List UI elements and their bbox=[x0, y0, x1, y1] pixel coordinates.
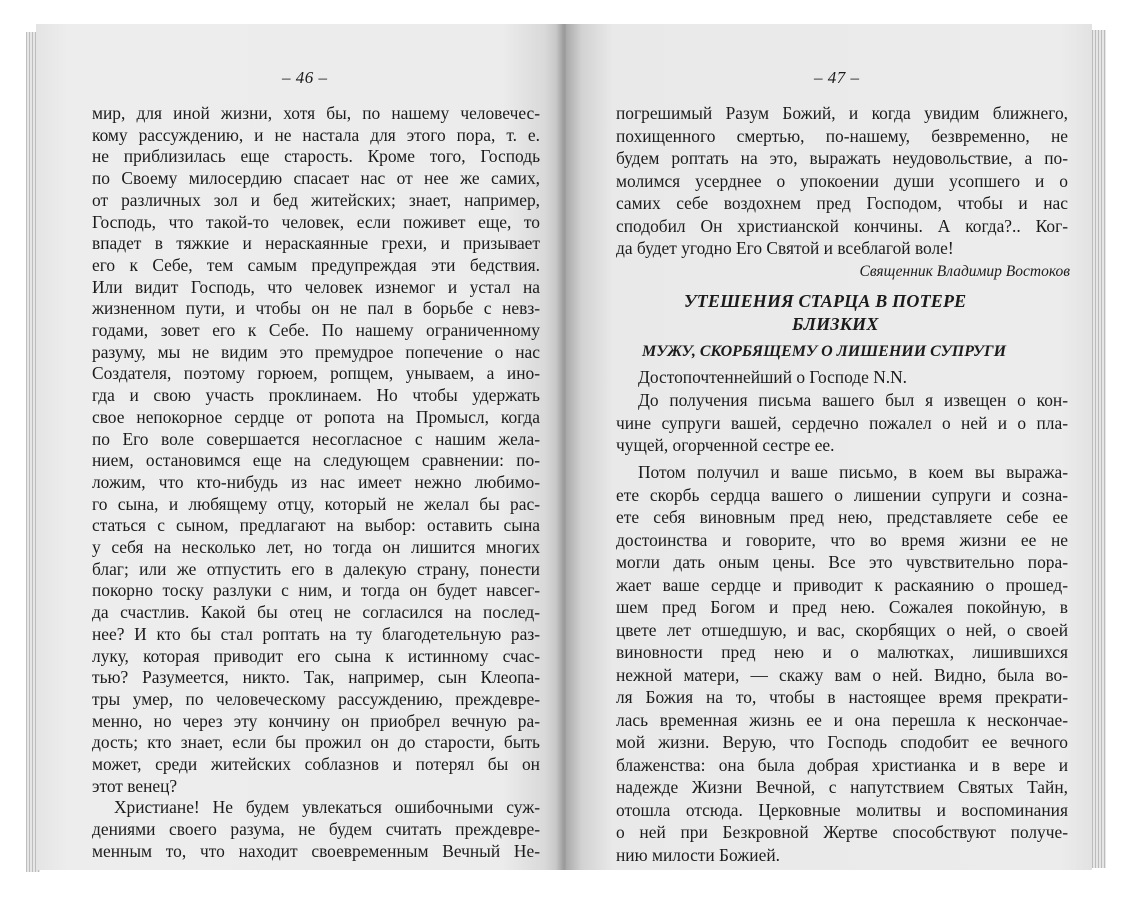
text-line: благ; или же отпустить его в далекую страну, понести bbox=[92, 558, 540, 579]
text-line: ля Божия на то, чтобы в настоящее время прекрати- bbox=[616, 687, 1068, 707]
text-line: могли дать оным цены. Все это чувствительно пора- bbox=[616, 552, 1068, 572]
text-line: жает ваше сердце и приводит к раскаянию о прошед- bbox=[616, 574, 1068, 595]
text-line: кому рассуждению, и не настала для этого пора, т. е. bbox=[92, 124, 540, 145]
text-line: будем роптать на это, выражать неудовольствие, а по- bbox=[616, 148, 1068, 168]
text-line: шем пред Богом и пред нею. Сожалея покойную, в bbox=[616, 597, 1068, 617]
text-line: луку, которая приводит его сына к истинному счас- bbox=[92, 645, 540, 666]
text-line: нию милости Божией. bbox=[616, 844, 780, 865]
text-line: по Его воле совершается несогласное с нашим жела- bbox=[92, 428, 540, 449]
text-line: сподобил Он христианской кончины. А когда?.. Ког- bbox=[616, 215, 1068, 236]
text-line: молимся усерднее о упокоении души усопшего и о bbox=[616, 170, 1068, 191]
text-line: по Своему милосердию спасает нас от нее же самих, bbox=[92, 168, 540, 189]
text-line: да счастлив. Какой бы отец не согласился на послед- bbox=[92, 602, 540, 623]
text-line: нежной матери, — скажу вам о ней. Видно, была во- bbox=[616, 664, 1068, 685]
text-line: разуму, мы не видим это премудрое попечение о нас bbox=[92, 341, 540, 362]
text-line: покорно тоску разлуки с ним, и тогда он будет навсег- bbox=[92, 580, 540, 601]
text-line: да будет угодно Его Святой и всеблагой воле! bbox=[616, 238, 954, 258]
text-line: не приблизилась еще старость. Кроме того, Господь bbox=[92, 146, 540, 167]
text-line: виновности пред нею и о малютках, лишившихся bbox=[616, 642, 1068, 662]
text-line: самих себе воздохнем пред Господом, чтобы и нас bbox=[616, 193, 1068, 213]
text-line: достоинства и говорите, что во время жизни ее не bbox=[616, 529, 1068, 550]
text-line: Или видит Господь, что человек изнемог и устал на bbox=[92, 276, 540, 297]
text-line: менно, но через эту кончину он приобрел вечную ра- bbox=[92, 710, 540, 731]
text-line: гда и свою участь проклинаем. Но чтобы удержать bbox=[92, 385, 540, 406]
right-page-edges bbox=[1090, 30, 1106, 868]
text-line: у себя на несколько лет, но тогда он лишится многих bbox=[92, 537, 540, 557]
text-line: ете скорбь сердца вашего о лишении супруги и созна- bbox=[616, 484, 1068, 505]
text-line: тью? Разумеется, никто. Так, например, сын Клеопа- bbox=[92, 667, 540, 688]
text-line: го сына, и любящему отцу, который не желал бы рас- bbox=[92, 493, 540, 514]
text-line: Господь, что такой-то человек, если поживет еще, то bbox=[92, 211, 540, 232]
text-line: Христиане! Не будем увлекаться ошибочными суж- bbox=[114, 797, 540, 818]
text-line: дениями своего разума, не будем считать преждевре- bbox=[92, 819, 540, 840]
text-line: мир, для иной жизни, хотя бы, по нашему человечес- bbox=[92, 103, 540, 123]
text-line: впадет в тяжкие и нераскаянные грехи, и призывает bbox=[92, 233, 540, 254]
author-signature: Священник Владимир Востоков bbox=[859, 263, 1070, 280]
text-line: жизненном пути, и чтобы он не пал в борьбе с невз- bbox=[92, 298, 540, 319]
text-line: погрешимый Разум Божий, и когда увидим ближнего, bbox=[616, 103, 1068, 123]
right-page bbox=[566, 24, 1092, 870]
left-page bbox=[36, 24, 566, 870]
text-line: лась временная жизнь ее и она перешла к нескончае- bbox=[616, 709, 1068, 730]
text-line: похищенного смертью, по-нашему, безвременно, не bbox=[616, 125, 1068, 146]
text-line: нее? И кто бы стал роптать на ту благодетельную раз- bbox=[92, 623, 540, 644]
open-book bbox=[26, 24, 1106, 876]
text-line: ложим, что кто-нибудь из нас имеет нежно любимо- bbox=[92, 471, 540, 492]
text-line: Создателя, поэтому горюем, ропщем, унываем, а ино- bbox=[92, 363, 540, 384]
text-line: ете себя виновным пред нею, представляете себе ее bbox=[616, 507, 1068, 527]
text-line: мой жизни. Верую, что Господь сподобит ее вечного bbox=[616, 732, 1068, 752]
left-page-number: – 46 – bbox=[282, 68, 328, 87]
section-heading-line1: УТЕШЕНИЯ СТАРЦА В ПОТЕРЕ bbox=[684, 291, 967, 311]
letter-subheading: МУЖУ, СКОРБЯЩЕМУ О ЛИШЕНИИ СУПРУГИ bbox=[642, 343, 1007, 360]
text-line: чине супруги вашей, сердечно пожалел о ней и о пла- bbox=[616, 412, 1068, 433]
text-line: дость; кто знает, если бы прожил он до старости, быть bbox=[92, 732, 540, 753]
text-line: тры умер, по человеческому рассуждению, преждевре- bbox=[92, 688, 540, 709]
text-line: о ней при Безкровной Жертве способствуют получе- bbox=[616, 822, 1068, 842]
right-page-number: – 47 – bbox=[814, 68, 860, 87]
text-line: от различных зол и бед житейских; знает, например, bbox=[92, 189, 540, 210]
text-line: нием, остановимся еще на следующем сравнении: по- bbox=[92, 450, 540, 471]
text-line: менным то, что находит своевременным Вечный Не- bbox=[92, 840, 540, 861]
text-line: годами, зовет его к Себе. По нашему ограниченному bbox=[92, 320, 540, 340]
text-line: цвете лет отшедшую, и вас, скорбящих о ней, о своей bbox=[616, 619, 1068, 640]
text-line: свое непокорное сердце от ропота на Промысл, когда bbox=[92, 406, 540, 427]
section-heading-line2: БЛИЗКИХ bbox=[792, 314, 879, 334]
text-line: надежде Жизни Вечной, с напутствием Святых Тайн, bbox=[616, 777, 1068, 797]
text-line: статься с сыном, предлагают на выбор: оставить сына bbox=[92, 515, 540, 536]
text-line: этот венец? bbox=[92, 775, 178, 796]
text-line: Потом получил и ваше письмо, в коем вы выража- bbox=[638, 462, 1068, 482]
text-line: его к Себе, тем самым предупреждая эти бедствия. bbox=[92, 254, 540, 275]
text-line: чущей, огорченной сестре ее. bbox=[616, 435, 835, 455]
text-line: отошла отсюда. Церковные молитвы и воспоминания bbox=[616, 799, 1068, 820]
text-line: блаженства: она была добрая христианка и в вере и bbox=[616, 754, 1068, 775]
text-line: До получения письма вашего был я извещен о кон- bbox=[638, 390, 1068, 410]
text-line: может, среди житейских соблазнов и потерял бы он bbox=[92, 754, 540, 774]
letter-salutation: Достопочтеннейший о Господе N.N. bbox=[638, 367, 908, 387]
